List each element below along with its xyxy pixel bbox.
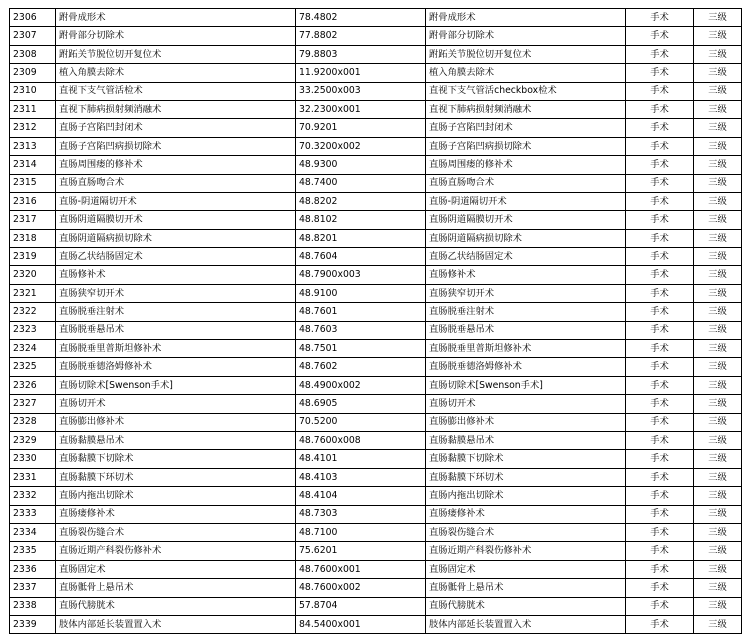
cell-手术名称: 直肠瘘修补术	[56, 505, 296, 523]
cell-手术别名: 跗骨成形术	[426, 9, 626, 27]
cell-手术别名: 直肠直肠吻合术	[426, 174, 626, 192]
cell-编码: 48.7400	[296, 174, 426, 192]
cell-类别: 手术	[626, 615, 694, 633]
cell-手术别名: 直肠内拖出切除术	[426, 487, 626, 505]
cell-编码: 78.4802	[296, 9, 426, 27]
cell-手术名称: 直肠脱垂悬吊术	[56, 321, 296, 339]
cell-编码: 70.3200x002	[296, 137, 426, 155]
cell-编码: 70.5200	[296, 413, 426, 431]
cell-手术名称: 直肠周围瘘的修补术	[56, 156, 296, 174]
cell-手术名称: 直肠黏膜悬吊术	[56, 431, 296, 449]
cell-序号: 2337	[10, 579, 56, 597]
cell-手术名称: 直视下肺病损射频消融术	[56, 100, 296, 118]
cell-手术别名: 直肠乙状结肠固定术	[426, 248, 626, 266]
cell-手术名称: 直肠乙状结肠固定术	[56, 248, 296, 266]
cell-手术名称: 跗骨部分切除术	[56, 27, 296, 45]
cell-序号: 2333	[10, 505, 56, 523]
cell-级别: 三级	[694, 340, 742, 358]
cell-类别: 手术	[626, 192, 694, 210]
table-row	[10, 450, 742, 468]
cell-手术名称: 直肠子宫陷凹病损切除术	[56, 137, 296, 155]
cell-手术名称: 直肠阴道隔病损切除术	[56, 229, 296, 247]
cell-级别: 三级	[694, 211, 742, 229]
table-row	[10, 597, 742, 615]
cell-序号: 2339	[10, 615, 56, 633]
cell-类别: 手术	[626, 27, 694, 45]
cell-手术别名: 直肠周围瘘的修补术	[426, 156, 626, 174]
cell-类别: 手术	[626, 395, 694, 413]
cell-级别: 三级	[694, 376, 742, 394]
cell-级别: 三级	[694, 137, 742, 155]
cell-类别: 手术	[626, 321, 694, 339]
cell-手术名称: 直肠-阴道隔切开术	[56, 192, 296, 210]
cell-手术别名: 直肠黏膜下环切术	[426, 468, 626, 486]
cell-级别: 三级	[694, 579, 742, 597]
cell-类别: 手术	[626, 248, 694, 266]
cell-序号: 2324	[10, 340, 56, 358]
cell-序号: 2318	[10, 229, 56, 247]
cell-序号: 2331	[10, 468, 56, 486]
cell-手术别名: 直肠阴道隔病损切除术	[426, 229, 626, 247]
cell-编码: 48.4103	[296, 468, 426, 486]
table-row	[10, 9, 742, 27]
cell-类别: 手术	[626, 487, 694, 505]
table-row	[10, 82, 742, 100]
table-row	[10, 284, 742, 302]
cell-手术名称: 直肠子宫陷凹封闭术	[56, 119, 296, 137]
table-row	[10, 376, 742, 394]
table-row	[10, 321, 742, 339]
cell-序号: 2332	[10, 487, 56, 505]
cell-编码: 32.2300x001	[296, 100, 426, 118]
cell-序号: 2316	[10, 192, 56, 210]
table-row	[10, 266, 742, 284]
cell-序号: 2334	[10, 523, 56, 541]
cell-手术别名: 直肠黏膜下切除术	[426, 450, 626, 468]
cell-手术别名: 直肠阴道隔膜切开术	[426, 211, 626, 229]
cell-手术名称: 直肠黏膜下环切术	[56, 468, 296, 486]
cell-手术别名: 直肠狭窄切开术	[426, 284, 626, 302]
cell-序号: 2312	[10, 119, 56, 137]
cell-序号: 2306	[10, 9, 56, 27]
cell-编码: 48.8102	[296, 211, 426, 229]
cell-手术别名: 直肠瘘修补术	[426, 505, 626, 523]
cell-类别: 手术	[626, 303, 694, 321]
table-row	[10, 560, 742, 578]
cell-手术名称: 跗骨成形术	[56, 9, 296, 27]
table-row	[10, 487, 742, 505]
cell-序号: 2320	[10, 266, 56, 284]
cell-类别: 手术	[626, 229, 694, 247]
cell-序号: 2330	[10, 450, 56, 468]
cell-手术名称: 直肠切开术	[56, 395, 296, 413]
cell-编码: 48.9100	[296, 284, 426, 302]
cell-序号: 2321	[10, 284, 56, 302]
cell-序号: 2319	[10, 248, 56, 266]
cell-手术别名: 直肠脱垂注射术	[426, 303, 626, 321]
cell-级别: 三级	[694, 27, 742, 45]
cell-编码: 48.4900x002	[296, 376, 426, 394]
cell-手术名称: 直肠膨出修补术	[56, 413, 296, 431]
cell-编码: 48.4104	[296, 487, 426, 505]
cell-手术别名: 直肠代膀胱术	[426, 597, 626, 615]
procedure-code-table	[9, 8, 742, 634]
cell-编码: 11.9200x001	[296, 64, 426, 82]
cell-序号: 2313	[10, 137, 56, 155]
cell-类别: 手术	[626, 45, 694, 63]
cell-编码: 48.4101	[296, 450, 426, 468]
cell-手术名称: 直肠内拖出切除术	[56, 487, 296, 505]
cell-手术别名: 直肠骶骨上悬吊术	[426, 579, 626, 597]
cell-类别: 手术	[626, 597, 694, 615]
cell-级别: 三级	[694, 266, 742, 284]
cell-级别: 三级	[694, 192, 742, 210]
table-row	[10, 248, 742, 266]
cell-编码: 48.7602	[296, 358, 426, 376]
cell-编码: 48.7303	[296, 505, 426, 523]
cell-类别: 手术	[626, 431, 694, 449]
cell-类别: 手术	[626, 266, 694, 284]
cell-类别: 手术	[626, 119, 694, 137]
cell-序号: 2338	[10, 597, 56, 615]
cell-级别: 三级	[694, 395, 742, 413]
cell-类别: 手术	[626, 100, 694, 118]
cell-序号: 2327	[10, 395, 56, 413]
cell-类别: 手术	[626, 560, 694, 578]
table-row	[10, 358, 742, 376]
table-row	[10, 192, 742, 210]
cell-类别: 手术	[626, 211, 694, 229]
cell-级别: 三级	[694, 284, 742, 302]
cell-手术名称: 直肠裂伤缝合术	[56, 523, 296, 541]
cell-级别: 三级	[694, 9, 742, 27]
cell-级别: 三级	[694, 82, 742, 100]
cell-类别: 手术	[626, 340, 694, 358]
cell-类别: 手术	[626, 284, 694, 302]
cell-类别: 手术	[626, 413, 694, 431]
cell-序号: 2315	[10, 174, 56, 192]
cell-类别: 手术	[626, 156, 694, 174]
cell-编码: 48.7501	[296, 340, 426, 358]
cell-序号: 2336	[10, 560, 56, 578]
cell-手术别名: 直肠脱垂里普斯坦修补术	[426, 340, 626, 358]
cell-编码: 77.8802	[296, 27, 426, 45]
cell-级别: 三级	[694, 597, 742, 615]
cell-手术别名: 直肠固定术	[426, 560, 626, 578]
cell-手术名称: 直肠黏膜下切除术	[56, 450, 296, 468]
cell-级别: 三级	[694, 413, 742, 431]
cell-类别: 手术	[626, 137, 694, 155]
cell-序号: 2314	[10, 156, 56, 174]
cell-手术名称: 植入角膜去除术	[56, 64, 296, 82]
cell-级别: 三级	[694, 100, 742, 118]
cell-级别: 三级	[694, 248, 742, 266]
table-body	[10, 9, 742, 634]
table-row	[10, 64, 742, 82]
cell-类别: 手术	[626, 468, 694, 486]
cell-级别: 三级	[694, 505, 742, 523]
cell-手术名称: 直肠代膀胱术	[56, 597, 296, 615]
cell-手术别名: 直肠切开术	[426, 395, 626, 413]
cell-手术名称: 跗跖关节脱位切开复位术	[56, 45, 296, 63]
table-row	[10, 211, 742, 229]
cell-序号: 2317	[10, 211, 56, 229]
cell-编码: 48.7604	[296, 248, 426, 266]
cell-编码: 48.8202	[296, 192, 426, 210]
cell-手术别名: 直视下支气管活checkbox检术	[426, 82, 626, 100]
cell-手术别名: 直肠黏膜悬吊术	[426, 431, 626, 449]
cell-级别: 三级	[694, 358, 742, 376]
cell-序号: 2329	[10, 431, 56, 449]
cell-手术别名: 直肠裂伤缝合术	[426, 523, 626, 541]
cell-级别: 三级	[694, 321, 742, 339]
cell-手术名称: 直肠阴道隔膜切开术	[56, 211, 296, 229]
cell-序号: 2335	[10, 542, 56, 560]
cell-类别: 手术	[626, 542, 694, 560]
cell-手术名称: 直肠近期产科裂伤修补术	[56, 542, 296, 560]
cell-类别: 手术	[626, 505, 694, 523]
cell-级别: 三级	[694, 229, 742, 247]
cell-编码: 33.2500x003	[296, 82, 426, 100]
cell-级别: 三级	[694, 450, 742, 468]
cell-级别: 三级	[694, 468, 742, 486]
cell-序号: 2308	[10, 45, 56, 63]
table-row	[10, 542, 742, 560]
cell-手术名称: 直肠脱垂里普斯坦修补术	[56, 340, 296, 358]
cell-手术别名: 直视下肺病损射频消融术	[426, 100, 626, 118]
cell-手术名称: 直肠脱垂注射术	[56, 303, 296, 321]
cell-编码: 48.7600x008	[296, 431, 426, 449]
cell-手术名称: 直肠狭窄切开术	[56, 284, 296, 302]
cell-编码: 48.8201	[296, 229, 426, 247]
cell-类别: 手术	[626, 9, 694, 27]
cell-级别: 三级	[694, 174, 742, 192]
table-row	[10, 505, 742, 523]
cell-编码: 79.8803	[296, 45, 426, 63]
cell-序号: 2310	[10, 82, 56, 100]
cell-手术别名: 直肠膨出修补术	[426, 413, 626, 431]
cell-级别: 三级	[694, 615, 742, 633]
table-row	[10, 395, 742, 413]
cell-手术名称: 直肠固定术	[56, 560, 296, 578]
cell-类别: 手术	[626, 376, 694, 394]
table-row	[10, 27, 742, 45]
cell-手术别名: 直肠切除术[Swenson手术]	[426, 376, 626, 394]
cell-级别: 三级	[694, 156, 742, 174]
table-row	[10, 523, 742, 541]
table-row	[10, 174, 742, 192]
table-row	[10, 303, 742, 321]
cell-序号: 2311	[10, 100, 56, 118]
cell-手术名称: 直视下支气管活检术	[56, 82, 296, 100]
cell-手术别名: 肢体内部延长装置置入术	[426, 615, 626, 633]
cell-类别: 手术	[626, 64, 694, 82]
table-row	[10, 137, 742, 155]
cell-类别: 手术	[626, 523, 694, 541]
table-row	[10, 229, 742, 247]
table-row	[10, 119, 742, 137]
cell-序号: 2323	[10, 321, 56, 339]
table-row	[10, 431, 742, 449]
cell-编码: 48.7603	[296, 321, 426, 339]
cell-级别: 三级	[694, 45, 742, 63]
cell-手术名称: 直肠直肠吻合术	[56, 174, 296, 192]
cell-手术别名: 直肠子宫陷凹封闭术	[426, 119, 626, 137]
table-row	[10, 413, 742, 431]
cell-手术别名: 直肠脱垂悬吊术	[426, 321, 626, 339]
cell-序号: 2325	[10, 358, 56, 376]
cell-序号: 2322	[10, 303, 56, 321]
cell-编码: 84.5400x001	[296, 615, 426, 633]
cell-序号: 2328	[10, 413, 56, 431]
cell-手术名称: 直肠脱垂德洛姆修补术	[56, 358, 296, 376]
table-row	[10, 615, 742, 633]
cell-手术别名: 植入角膜去除术	[426, 64, 626, 82]
cell-序号: 2326	[10, 376, 56, 394]
cell-类别: 手术	[626, 82, 694, 100]
cell-编码: 48.7600x001	[296, 560, 426, 578]
cell-编码: 75.6201	[296, 542, 426, 560]
cell-级别: 三级	[694, 119, 742, 137]
cell-类别: 手术	[626, 358, 694, 376]
cell-手术名称: 直肠骶骨上悬吊术	[56, 579, 296, 597]
cell-级别: 三级	[694, 560, 742, 578]
cell-编码: 48.7600x002	[296, 579, 426, 597]
table-row	[10, 340, 742, 358]
cell-手术别名: 跗骨部分切除术	[426, 27, 626, 45]
cell-编码: 48.7601	[296, 303, 426, 321]
cell-编码: 48.9300	[296, 156, 426, 174]
cell-级别: 三级	[694, 487, 742, 505]
cell-手术别名: 直肠-阴道隔切开术	[426, 192, 626, 210]
cell-级别: 三级	[694, 523, 742, 541]
cell-级别: 三级	[694, 64, 742, 82]
cell-手术名称: 直肠修补术	[56, 266, 296, 284]
cell-类别: 手术	[626, 450, 694, 468]
cell-类别: 手术	[626, 579, 694, 597]
cell-级别: 三级	[694, 542, 742, 560]
cell-序号: 2307	[10, 27, 56, 45]
cell-编码: 48.7100	[296, 523, 426, 541]
cell-序号: 2309	[10, 64, 56, 82]
table-row	[10, 156, 742, 174]
cell-手术别名: 直肠脱垂德洛姆修补术	[426, 358, 626, 376]
table-row	[10, 579, 742, 597]
cell-手术名称: 直肠切除术[Swenson手术]	[56, 376, 296, 394]
cell-编码: 57.8704	[296, 597, 426, 615]
table-row	[10, 45, 742, 63]
cell-手术别名: 直肠修补术	[426, 266, 626, 284]
cell-手术名称: 肢体内部延长装置置入术	[56, 615, 296, 633]
cell-手术别名: 直肠子宫陷凹病损切除术	[426, 137, 626, 155]
table-row	[10, 468, 742, 486]
table-row	[10, 100, 742, 118]
cell-手术别名: 直肠近期产科裂伤修补术	[426, 542, 626, 560]
cell-级别: 三级	[694, 431, 742, 449]
cell-编码: 70.9201	[296, 119, 426, 137]
cell-手术别名: 跗跖关节脱位切开复位术	[426, 45, 626, 63]
cell-级别: 三级	[694, 303, 742, 321]
cell-编码: 48.6905	[296, 395, 426, 413]
cell-类别: 手术	[626, 174, 694, 192]
cell-编码: 48.7900x003	[296, 266, 426, 284]
